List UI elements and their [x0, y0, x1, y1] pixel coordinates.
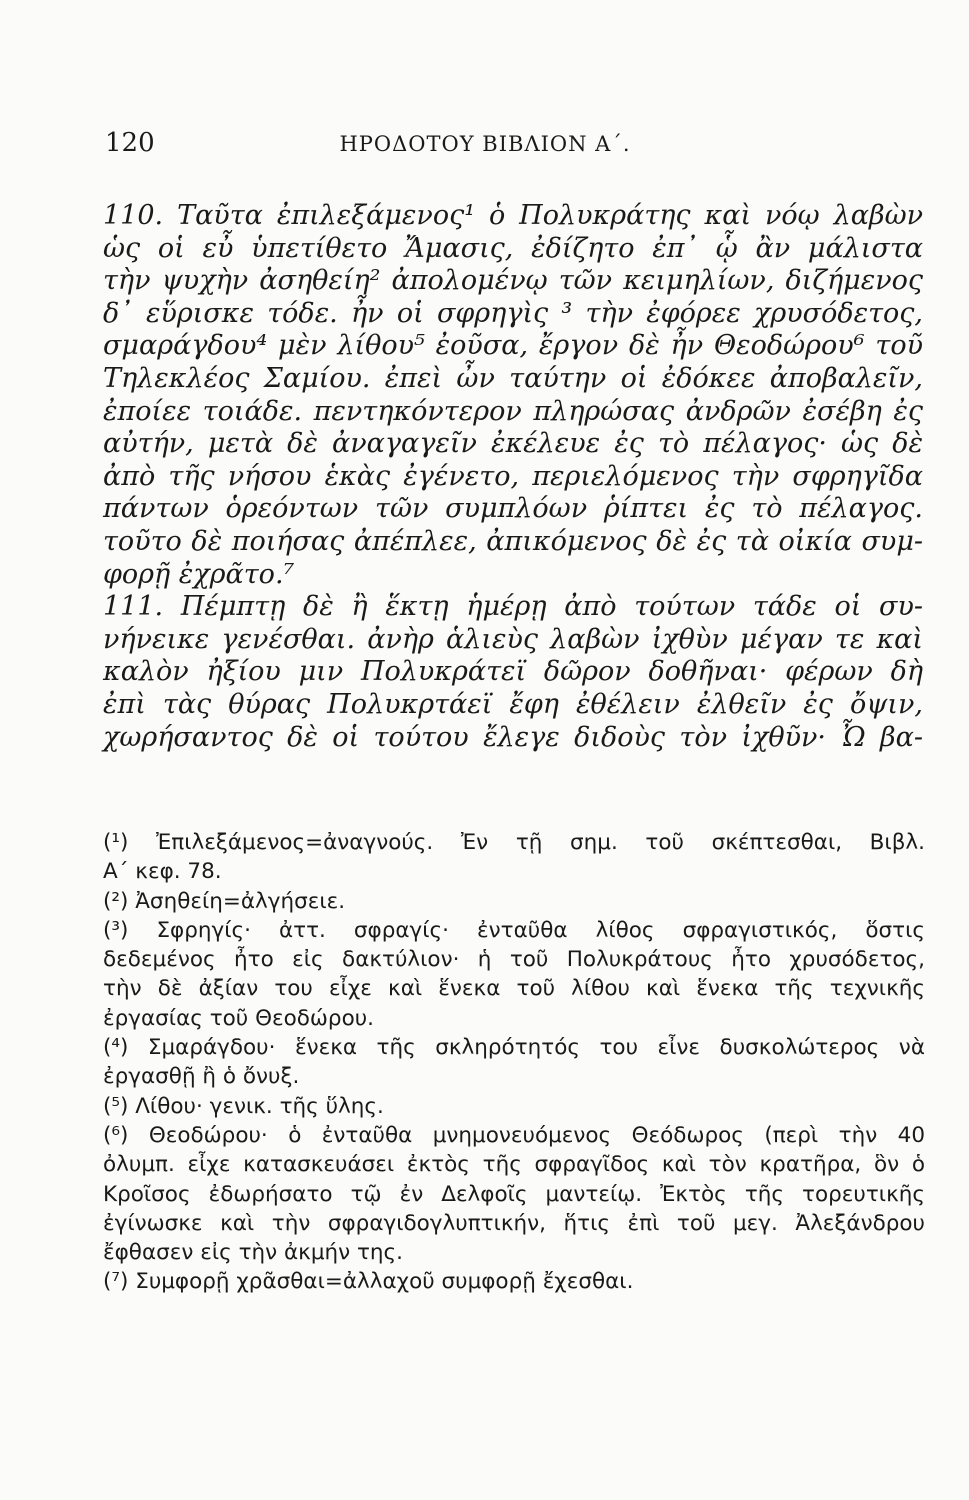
- footnote-line: Κροῖσος ἐδωρήσατο τῷ ἐν Δελφοῖς μαντείῳ. Ἐκτὸς τῆς τορευτικῆς: [103, 1181, 925, 1207]
- footnote-line: Α΄ κεφ. 78.: [103, 859, 222, 885]
- text-line: τὴν ψυχὴν ἀσηθείη² ἀπολομένῳ τῶν κειμηλίων, διζήμενος: [103, 265, 923, 297]
- footnote-line: ἐγίνωσκε καὶ τὴν σφραγιδογλυπτικήν, ἥτις ἐπὶ τοῦ μεγ. Ἀλεξάνδρου: [103, 1210, 925, 1236]
- footnote-line: (⁷) Συμφορῇ χρᾶσθαι=ἀλλαχοῦ συμφορῇ ἔχεσθαι.: [103, 1269, 634, 1295]
- text-line: ἀπὸ τῆς νήσου ἑκὰς ἐγένετο, περιελόμενος τὴν σφρηγῖδα: [103, 460, 923, 492]
- running-head: ΗΡΟΔΟΤΟΥ ΒΙΒΛΙΟΝ Α΄.: [339, 132, 631, 156]
- footnote-line: δεδεμένος ἦτο εἰς δακτύλιον· ἡ τοῦ Πολυκράτους ἦτο χρυσόδετος,: [103, 947, 925, 973]
- text-line: ὡς οἱ εὖ ὑπετίθετο Ἄμασις, ἐδίζητο ἐπ᾽ ᾧ ἂν μάλιστα: [103, 232, 923, 264]
- footnote-line: τὴν δὲ ἀξίαν του εἶχε καὶ ἕνεκα τοῦ λίθου καὶ ἕνεκα τῆς τεχνικῆς: [103, 976, 925, 1002]
- footnote-line: ἐργασθῇ ἢ ὁ ὄνυξ.: [103, 1064, 300, 1090]
- text-line: νήνεικε γενέσθαι. ἀνὴρ ἁλιεὺς λαβὼν ἰχθὺν μέγαν τε καὶ: [103, 623, 923, 655]
- text-line: τοῦτο δὲ ποιήσας ἀπέπλεε, ἀπικόμενος δὲ ἐς τὰ οἰκία συμ-: [103, 525, 923, 557]
- footnote-line: (⁴) Σμαράγδου· ἕνεκα τῆς σκληρότητός του εἶνε δυσκολώτερος νὰ: [103, 1035, 925, 1061]
- text-line: Τηλεκλέος Σαμίου. ἐπεὶ ὦν ταύτην οἱ ἐδόκεε ἀποβαλεῖν,: [103, 362, 923, 394]
- page-number: 120: [105, 128, 155, 158]
- footnote-line: (²) Ἀσηθείη=ἀλγήσειε.: [103, 888, 346, 914]
- text-line: φορῇ ἐχρᾶτο.⁷: [103, 558, 295, 590]
- text-line: καλὸν ἠξίου μιν Πολυκράτεϊ δῶρον δοθῆναι· φέρων δὴ: [103, 656, 923, 688]
- page-header: [105, 128, 865, 168]
- text-line: αὐτήν, μετὰ δὲ ἀναγαγεῖν ἐκέλευε ἐς τὸ πέλαγος· ὡς δὲ: [103, 428, 923, 460]
- text-line: πάντων ὁρεόντων τῶν συμπλόων ῥίπτει ἐς τὸ πέλαγος.: [103, 493, 923, 525]
- footnote-line: ὀλυμπ. εἶχε κατασκευάσει ἐκτὸς τῆς σφραγῖδος καὶ τὸν κρατῆρα, ὃν ὁ: [103, 1152, 925, 1178]
- text-line: ἐπὶ τὰς θύρας Πολυκρτάεϊ ἔφη ἐθέλειν ἐλθεῖν ἐς ὄψιν,: [103, 688, 923, 720]
- text-line: χωρήσαντος δὲ οἱ τούτου ἔλεγε διδοὺς τὸν ἰχθῦν· Ὦ βα-: [103, 721, 923, 753]
- footnote-line: (⁶) Θεοδώρου· ὁ ἐνταῦθα μνημονευόμενος Θεόδωρος (περὶ τὴν 40: [103, 1122, 925, 1148]
- footnote-line: (³) Σφρηγίς· ἀττ. σφραγίς· ἐνταῦθα λίθος σφραγιστικός, ὅστις: [103, 917, 925, 943]
- main-text: [103, 200, 923, 754]
- text-line: σμαράγδου⁴ μὲν λίθου⁵ ἐοῦσα, ἔργον δὲ ἦν Θεοδώρου⁶ τοῦ: [103, 330, 923, 362]
- text-line: 110. Ταῦτα ἐπιλεξάμενος¹ ὁ Πολυκράτης καὶ νόῳ λαβὼν: [103, 200, 923, 231]
- footnotes: [103, 828, 925, 1297]
- footnote-line: (⁵) Λίθου· γενικ. τῆς ὕλης.: [103, 1093, 384, 1119]
- footnote-line: ἔφθασεν εἰς τὴν ἀκμήν της.: [103, 1240, 404, 1266]
- text-line: ἐποίεε τοιάδε. πεντηκόντερον πληρώσας ἀνδρῶν ἐσέβη ἐς: [103, 395, 923, 427]
- footnote-line: ἐργασίας τοῦ Θεοδώρου.: [103, 1005, 374, 1031]
- footnote-line: (¹) Ἐπιλεξάμενος=ἀναγνούς. Ἐν τῇ σημ. τοῦ σκέπτεσθαι, Βιβλ.: [103, 830, 925, 855]
- text-line: δ᾽ εὕρισκε τόδε. ἦν οἱ σφρηγὶς ³ τὴν ἐφόρεε χρυσόδετος,: [103, 297, 923, 329]
- text-line: 111. Πέμπτῃ δὲ ἢ ἕκτῃ ἡμέρῃ ἀπὸ τούτων τάδε οἱ συ-: [103, 591, 923, 623]
